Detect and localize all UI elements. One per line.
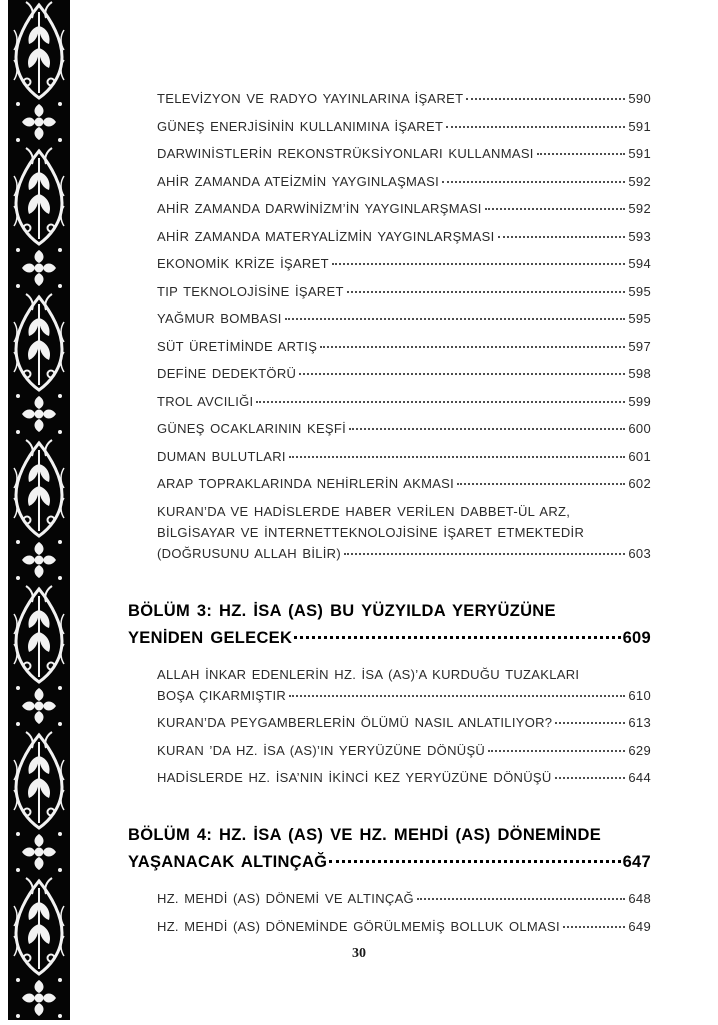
page-footer [0, 946, 718, 962]
toc-entry-text: TELEVİZYON VE RADYO YAYINLARINA İŞARET [157, 91, 464, 106]
toc-entry [157, 143, 651, 164]
toc-entry [157, 767, 651, 788]
dot-leader [488, 750, 625, 752]
dot-leader [537, 153, 626, 155]
toc-entry-text: KURAN’DA VE HADİSLERDE HABER VERİLEN DABBET-ÜL ARZ, [157, 503, 571, 519]
chapter-heading-text: BÖLÜM 4: HZ. İSA (AS) VE HZ. MEHDİ (AS) DÖNEMİNDE [128, 826, 602, 844]
toc-entry-page-number: 591 [628, 146, 651, 161]
dot-leader [320, 346, 625, 348]
toc-entry [157, 116, 651, 137]
chapter-heading [128, 822, 651, 876]
toc-entry-page-number: 592 [628, 201, 651, 216]
ornamental-arabesque-border [8, 0, 70, 1020]
toc-entry [157, 664, 651, 706]
toc-entry-text: BOŞA ÇIKARMIŞTIR [157, 687, 287, 703]
chapter-heading-text: BÖLÜM 3: HZ. İSA (AS) BU YÜZYILDA YERYÜZÜNE [128, 601, 556, 620]
dot-leader [347, 291, 626, 293]
toc-entry-page-number: 610 [628, 687, 651, 703]
toc-entry [157, 916, 651, 937]
toc-entry [157, 226, 651, 247]
chapter-heading-text: YAŞANACAK ALTINÇAĞ [128, 853, 328, 871]
toc-entry-page-number: 598 [628, 366, 651, 381]
dot-leader [285, 318, 626, 320]
toc-entry [157, 336, 651, 357]
toc-entry [157, 418, 651, 439]
dot-leader [344, 553, 625, 555]
dot-leader [289, 695, 625, 697]
toc-entry-page-number: 603 [628, 545, 651, 561]
toc-entry-page-number: 594 [628, 256, 651, 271]
arabesque-pattern-icon [8, 0, 70, 1020]
toc-entry-page-number: 595 [628, 311, 651, 326]
dot-leader [457, 483, 625, 485]
toc-entry-text: AHİR ZAMANDA MATERYALİZMİN YAYGINLARŞMASI [157, 228, 495, 244]
toc-entry-page-number: 592 [628, 173, 651, 189]
toc-entry-page-number: 590 [628, 91, 651, 106]
toc-entry-page-number: 599 [628, 393, 651, 409]
chapter-heading-page-number: 647 [622, 853, 651, 871]
toc-entry-text: SÜT ÜRETİMİNDE ARTIŞ [157, 338, 318, 354]
dot-leader [256, 401, 625, 403]
dot-leader [498, 236, 626, 238]
dot-leader [563, 926, 625, 928]
table-of-contents [128, 88, 651, 943]
toc-entry [157, 446, 651, 467]
chapter-heading-text: YENİDEN GELECEK [128, 628, 293, 647]
toc-entry [157, 740, 651, 761]
dot-leader [289, 456, 626, 458]
chapter-heading [128, 598, 651, 652]
toc-entry-page-number: 602 [628, 476, 651, 491]
toc-entry-page-number: 629 [628, 742, 651, 758]
toc-entry-page-number: 644 [628, 770, 651, 785]
toc-entry-page-number: 595 [628, 283, 651, 299]
toc-entry-text: ALLAH İNKAR EDENLERİN HZ. İSA (AS)’A KURDUĞU TUZAKLARI [157, 666, 580, 682]
dot-leader [466, 98, 625, 100]
toc-entry-text: DUMAN BULUTLARI [157, 448, 286, 464]
toc-entry [157, 88, 651, 109]
toc-entry [157, 363, 651, 384]
dot-leader [294, 636, 620, 639]
dot-leader [332, 263, 626, 265]
dot-leader [446, 126, 625, 128]
toc-entry-text: EKONOMİK KRİZE İŞARET [157, 256, 329, 271]
toc-entry-page-number: 597 [628, 338, 651, 354]
dot-leader [299, 373, 625, 375]
toc-entry-text: HZ. MEHDİ (AS) DÖNEMİ VE ALTINÇAĞ [157, 891, 414, 906]
page-number: 30 [352, 946, 366, 961]
toc-entry-page-number: 593 [628, 228, 651, 244]
toc-entry-text: GÜNEŞ OCAKLARININ KEŞFİ [157, 421, 347, 436]
dot-leader [555, 777, 626, 779]
toc-entry-page-number: 600 [628, 421, 651, 436]
toc-entry [157, 888, 651, 909]
toc-entry [157, 473, 651, 494]
toc-entry [157, 281, 651, 302]
toc-entry-text: GÜNEŞ ENERJİSİNİN KULLANIMINA İŞARET [157, 118, 444, 134]
dot-leader [417, 898, 625, 900]
toc-entry-text: ARAP TOPRAKLARINDA NEHİRLERİN AKMASI [157, 476, 455, 491]
toc-entry [157, 501, 651, 564]
toc-entry-text: DEFİNE DEDEKTÖRÜ [157, 366, 297, 381]
toc-entry [157, 198, 651, 219]
dot-leader [442, 181, 625, 183]
toc-entry [157, 171, 651, 192]
toc-entry-text: AHİR ZAMANDA DARWİNİZM’İN YAYGINLARŞMASI [157, 201, 482, 216]
toc-entry-text: HZ. MEHDİ (AS) DÖNEMİNDE GÖRÜLMEMİŞ BOLLUK OLMASI [157, 918, 560, 934]
toc-entry-text: BİLGİSAYAR VE İNTERNETTEKNOLOJİSİNE İŞARET ETMEKTEDİR [157, 524, 585, 540]
chapter-heading-page-number: 609 [622, 628, 651, 647]
dot-leader [349, 428, 625, 430]
toc-entry-page-number: 649 [628, 918, 651, 934]
toc-entry-text: TROL AVCILIĞI [157, 393, 254, 409]
toc-entry [157, 253, 651, 274]
toc-entry-text: (DOĞRUSUNU ALLAH BİLİR) [157, 545, 341, 561]
dot-leader [329, 860, 620, 863]
toc-entry [157, 712, 651, 733]
toc-entry-text: DARWINİSTLERİN REKONSTRÜKSİYONLARI KULLANMASI [157, 146, 534, 161]
toc-entry-page-number: 648 [628, 891, 651, 906]
toc-entry [157, 391, 651, 412]
dot-leader [485, 208, 626, 210]
toc-entry-page-number: 613 [628, 715, 651, 730]
toc-entry [157, 308, 651, 329]
toc-entry-text: YAĞMUR BOMBASI [157, 311, 282, 326]
toc-entry-page-number: 591 [628, 118, 651, 134]
toc-entry-text: KURAN ’DA HZ. İSA (AS)’IN YERYÜZÜNE DÖNÜŞÜ [157, 742, 486, 758]
dot-leader [555, 722, 625, 724]
toc-entry-text: KURAN’DA PEYGAMBERLERİN ÖLÜMÜ NASIL ANLATILIYOR? [157, 715, 553, 730]
toc-entry-text: AHİR ZAMANDA ATEİZMİN YAYGINLAŞMASI [157, 173, 440, 189]
toc-entry-text: HADİSLERDE HZ. İSA’NIN İKİNCİ KEZ YERYÜZÜNE DÖNÜŞÜ [157, 770, 552, 785]
toc-entry-text: TIP TEKNOLOJİSİNE İŞARET [157, 283, 344, 299]
toc-entry-page-number: 601 [628, 448, 651, 464]
